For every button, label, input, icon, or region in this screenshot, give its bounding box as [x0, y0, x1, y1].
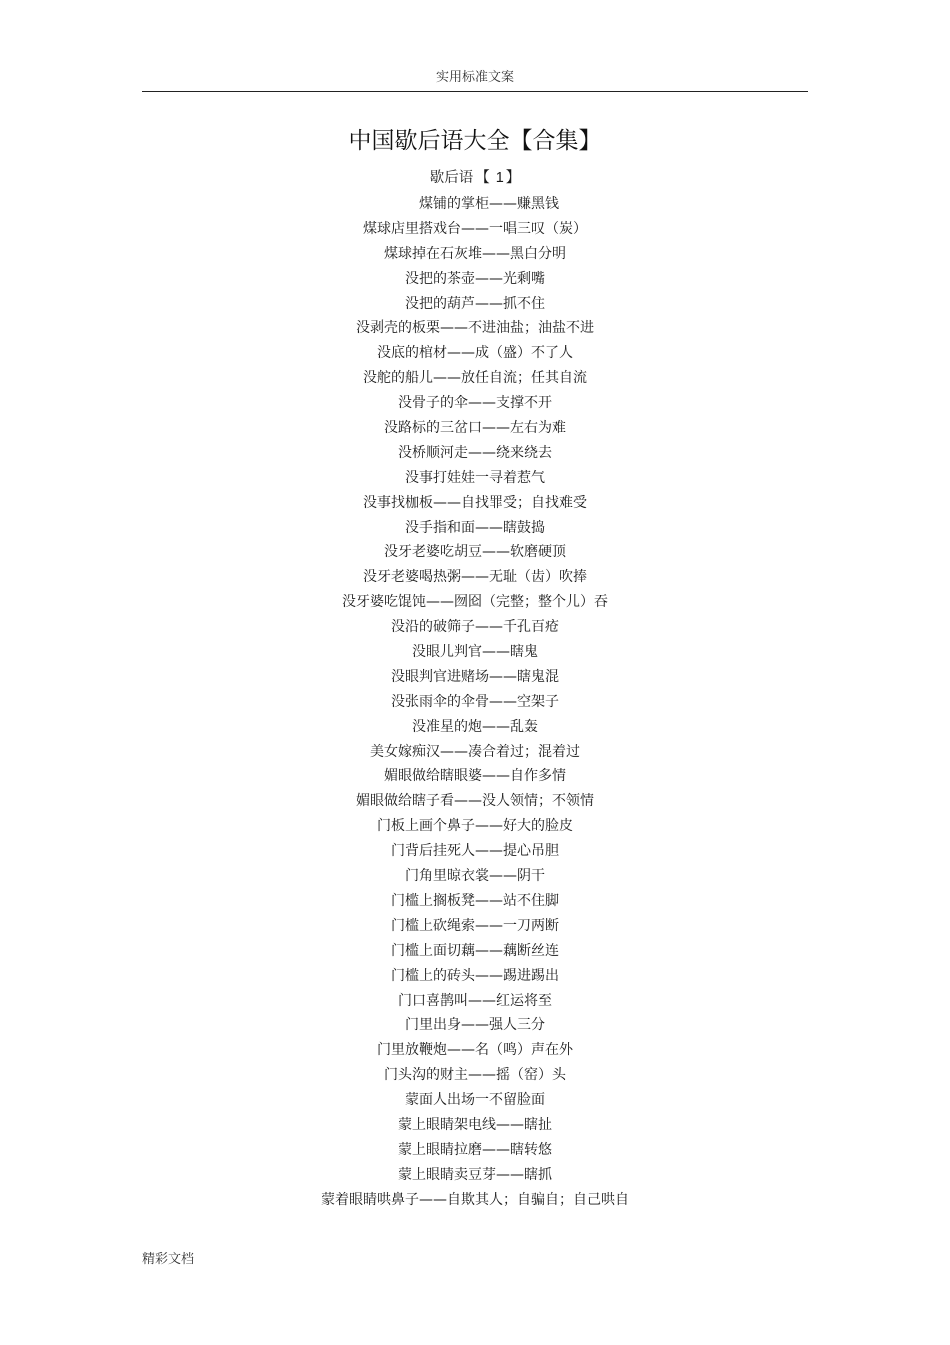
proverb-line: 没张雨伞的伞骨——空架子 — [391, 693, 559, 710]
proverb-line: 蒙上眼睛卖豆芽——瞎抓 — [398, 1166, 552, 1183]
section-heading-bracket-close: 】 — [505, 170, 521, 186]
proverb-line: 门槛上砍绳索——一刀两断 — [391, 917, 559, 934]
section-heading — [0, 167, 950, 189]
section-heading-bracket-open: 【 — [475, 170, 490, 186]
proverb-line: 没把的茶壶——光剩嘴 — [405, 270, 545, 287]
running-header: 实用标准文案 — [435, 70, 514, 85]
proverb-line: 没眼儿判官——瞎鬼 — [412, 644, 538, 661]
document-title: 中国歇后语大全【合集】 — [348, 128, 602, 154]
proverb-line: 没底的棺材——成（盛）不了人 — [377, 345, 573, 362]
proverb-line: 没事找枷板——自找罪受；自找难受 — [363, 494, 587, 511]
proverb-line: 没手指和面——瞎鼓捣 — [405, 519, 545, 536]
proverb-line: 没牙婆吃馄饨——囫囵（完整；整个儿）吞 — [342, 594, 608, 611]
proverb-line: 没路标的三岔口——左右为难 — [384, 420, 566, 437]
proverb-line: 没把的葫芦——抓不住 — [405, 295, 545, 312]
proverb-line: 煤铺的掌柜——赚黑钱 — [419, 196, 559, 212]
proverb-line: 门背后挂死人——提心吊胆 — [391, 843, 559, 860]
proverb-line: 门角里晾衣裳——阴干 — [405, 868, 545, 885]
proverb-line: 门头沟的财主——摇（窑）头 — [384, 1067, 566, 1084]
proverb-line: 门槛上的砖头——踢进踢出 — [391, 967, 559, 984]
proverb-line: 没事打娃娃一寻着惹气 — [405, 469, 545, 486]
proverb-line: 蒙着眼睛哄鼻子——自欺其人；自骗自；自己哄自 — [321, 1191, 629, 1208]
proverb-line: 媚眼做给瞎眼婆——自作多情 — [384, 768, 566, 785]
proverb-line: 没剥壳的板栗——不进油盐；油盐不进 — [356, 320, 594, 337]
proverb-line: 没准星的炮——乱轰 — [412, 718, 538, 735]
proverb-line: 美女嫁痴汉——凑合着过；混着过 — [370, 743, 580, 760]
proverb-line: 煤球掉在石灰堆——黑白分明 — [384, 245, 566, 262]
proverb-line: 没骨子的伞——支撑不开 — [398, 395, 552, 412]
proverb-line: 没牙老婆吃胡豆——软磨硬顶 — [384, 544, 566, 561]
proverb-line: 蒙面人出场一不留脸面 — [405, 1092, 545, 1109]
proverb-line: 没沿的破筛子——千孔百疮 — [391, 619, 559, 636]
proverb-line: 没牙老婆喝热粥——无耻（齿）吹捧 — [363, 569, 587, 586]
proverb-list — [0, 192, 950, 1213]
section-heading-label: 歇后语 — [429, 170, 474, 186]
proverb-line: 门板上画个鼻子——好大的脸皮 — [377, 818, 573, 835]
proverb-line: 蒙上眼睛架电线——瞎扯 — [398, 1116, 552, 1133]
proverb-line: 门槛上面切藕——藕断丝连 — [391, 942, 559, 959]
proverb-line: 门里放鞭炮——名（鸣）声在外 — [377, 1042, 573, 1059]
proverb-line: 没眼判官进赌场——瞎鬼混 — [391, 668, 559, 685]
proverb-line: 媚眼做给瞎子看——没人领情；不领情 — [356, 793, 594, 810]
section-heading-number: 1 — [495, 170, 504, 186]
proverb-line: 门里出身——强人三分 — [405, 1017, 545, 1034]
proverb-line: 没桥顺河走——绕来绕去 — [398, 444, 552, 461]
proverb-line: 没舵的船儿——放任自流；任其自流 — [363, 370, 587, 387]
proverb-line: 门口喜鹊叫——红运将至 — [398, 992, 552, 1009]
proverb-line: 门槛上搁板凳——站不住脚 — [391, 892, 559, 909]
running-footer: 精彩文档 — [142, 1252, 195, 1267]
header-divider — [142, 91, 808, 92]
proverb-line: 蒙上眼睛拉磨——瞎转悠 — [398, 1141, 552, 1158]
proverb-line: 煤球店里搭戏台——一唱三叹（炭） — [363, 220, 587, 237]
